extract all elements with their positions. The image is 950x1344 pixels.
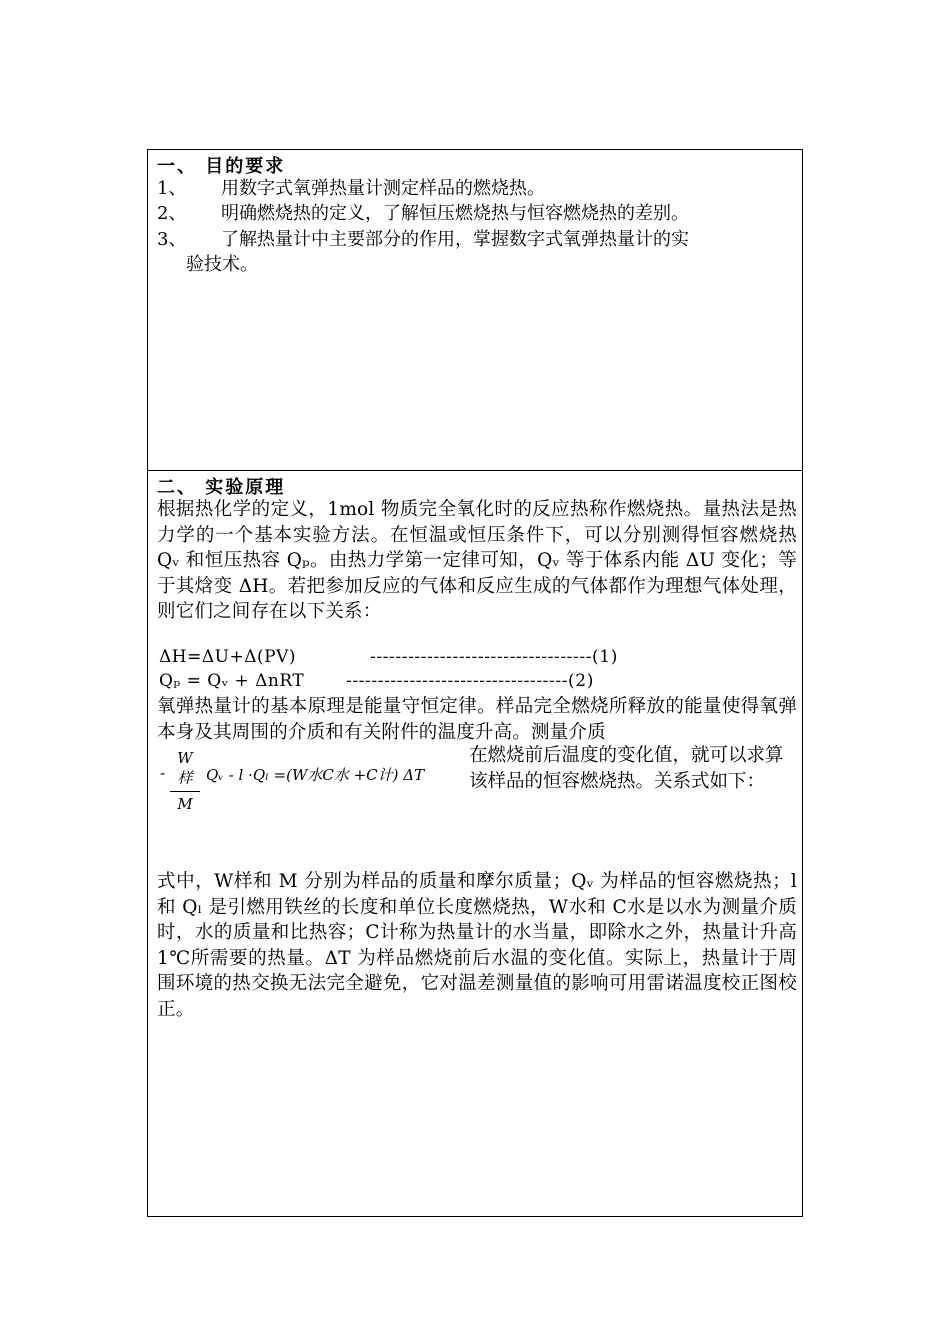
paragraph-symbols: 式中，W样和 M 分别为样品的质量和摩尔质量；Qᵥ 为样品的恒容燃烧热；l 和 Qₗ 是引燃用铁丝的长度和单位长度燃烧热，W水和 C水是以水为测量介质时，水的质量和比热容；C计称为热量计的水当量，即除水之外，热量计升高 1℃所需要的热量。ΔT 为样品燃烧前后水温的变化值。实际上，热量计于周围环境的热交换无法完全避免，它对温差测量值的影响可用雷诺温度校正图校正。 [157, 871, 797, 1020]
equation-2-leader: -----------------------------------(2) [346, 671, 594, 691]
formula-denominator: M [177, 795, 193, 813]
section-objectives [148, 150, 802, 471]
equation-1: ΔH=ΔU+Δ(PV) [159, 647, 296, 667]
item-number: 2、 [157, 203, 187, 224]
section-heading-principles: 二、 实验原理 [157, 477, 286, 498]
section-heading-objectives: 一、 目的要求 [157, 156, 286, 177]
equation-1-leader: -----------------------------------(1) [370, 647, 618, 667]
item-number: 3、 [157, 229, 187, 250]
formula-fraction [170, 749, 200, 813]
item-text: 明确燃烧热的定义，了解恒压燃烧热与恒容燃烧热的差别。 [221, 203, 689, 224]
item-text: 了解热量计中主要部分的作用，掌握数字式氧弹热量计的实 [221, 229, 689, 250]
paragraph-principle: 氧弹热量计的基本原理是能量守恒定律。样品完全燃烧所释放的能量使得氧弹本身及其周围的介质和有关附件的温度升高。测量介质 [157, 696, 797, 743]
formula-numerator: W样 [177, 749, 193, 787]
paragraph-side: 在燃烧前后温度的变化值，就可以求算该样品的恒容燃烧热。关系式如下： [469, 745, 784, 792]
formula-body: Qᵥ - l ·Qₗ =(W水C水 +C计) ΔT [206, 766, 425, 784]
list-item [157, 202, 689, 226]
item-text: 用数字式氧弹热量计测定样品的燃烧热。 [221, 178, 545, 199]
list-item [157, 177, 545, 201]
list-item-continuation [186, 253, 258, 277]
fraction-bar [170, 791, 200, 792]
paragraph-definition: 根据热化学的定义，1mol 物质完全氧化时的反应热称作燃烧热。量热法是热力学的一个基本实验方法。在恒温或恒压条件下，可以分别测得恒容燃烧热 Qᵥ 和恒压热容 Qₚ。由热力学第一定律可知，Qᵥ 等于体系内能 ΔU 变化；等于其焓变 ΔH。若把参加反应的气体和反应生成的气体都作为理想气体处理，则它们之间存在以下关系： [157, 499, 797, 623]
document-table [147, 149, 803, 1217]
item-number: 1、 [157, 178, 187, 199]
item-text: 验技术。 [186, 254, 258, 275]
formula-minus: - [160, 764, 166, 782]
list-item [157, 228, 689, 252]
equation-2: Qₚ = Qᵥ + ΔnRT [159, 671, 305, 691]
heat-balance-formula [160, 746, 460, 813]
section-principles [148, 471, 802, 1216]
